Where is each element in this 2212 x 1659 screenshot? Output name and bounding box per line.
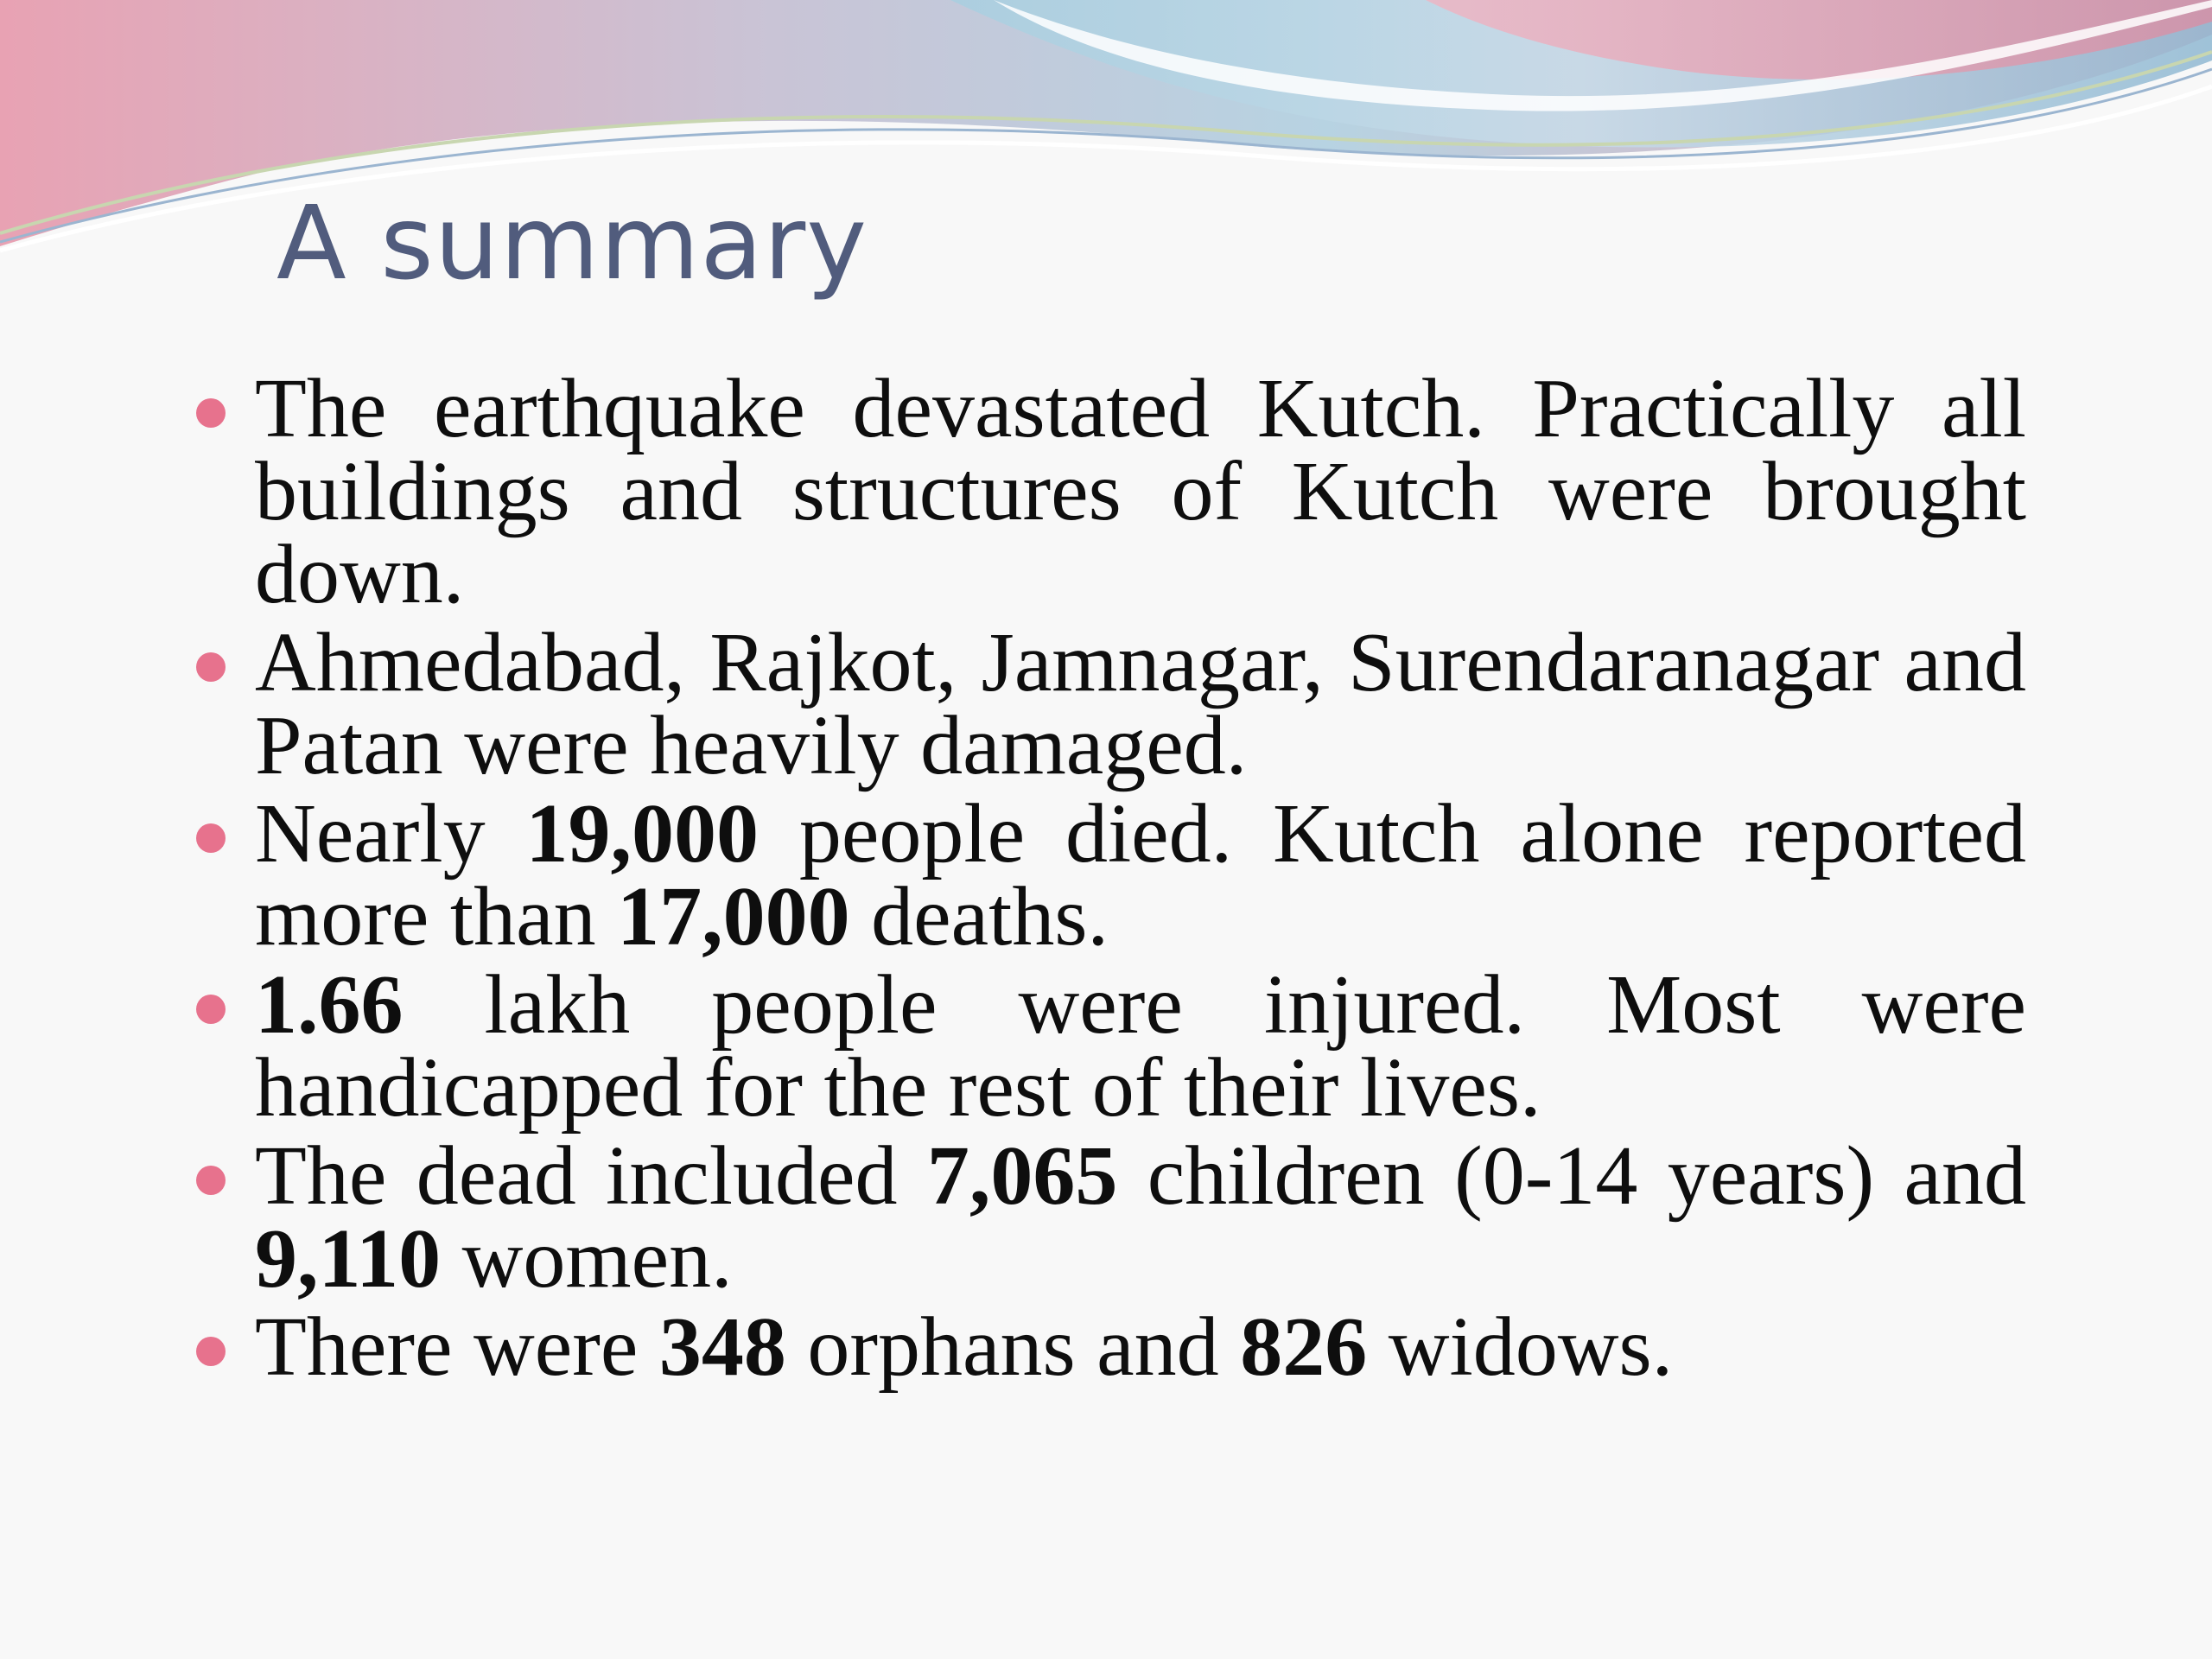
bullet-dot-icon [196, 823, 226, 853]
bullet-number: 17,000 [617, 870, 850, 963]
bullet-dot-icon [196, 995, 226, 1024]
bullet-text: lakh people were injured. Most were handicapped for the rest of their lives. [255, 958, 2026, 1135]
bullet-text: women. [441, 1212, 733, 1306]
bullet-item [255, 787, 2026, 963]
bullet-item [255, 958, 2026, 1135]
bullet-number: 348 [658, 1300, 786, 1394]
bullet-text: people died. Kutch alone reported more than [255, 787, 2026, 963]
bullet-list [255, 362, 2026, 1394]
bullet-text: There were [255, 1300, 659, 1394]
bullet-dot-icon [196, 398, 226, 428]
bullet-number: 9,110 [255, 1212, 442, 1306]
slide-title: A summary [276, 183, 868, 302]
slide-content [255, 362, 2026, 1394]
bullet-number: 7,065 [926, 1129, 1118, 1223]
bullet-number: 19,000 [525, 787, 759, 880]
bullet-dot-icon [196, 1337, 226, 1366]
bullet-text: deaths. [849, 870, 1109, 963]
bullet-dot-icon [196, 652, 226, 682]
bullet-number: 1.66 [255, 958, 404, 1052]
bullet-text: Nearly [255, 787, 526, 880]
bullet-item [255, 1300, 2026, 1394]
bullet-text: orphans and [785, 1300, 1241, 1394]
bullet-dot-icon [196, 1166, 226, 1195]
bullet-text: The earthquake devastated Kutch. Practically all buildings and structures of Kutch were brought down. [255, 362, 2026, 621]
bullet-text: widows. [1367, 1300, 1674, 1394]
bullet-item [255, 362, 2026, 621]
bullet-text: children (0-14 years) and [1117, 1129, 2026, 1223]
bullet-number: 826 [1240, 1300, 1368, 1394]
bullet-text: Ahmedabad, Rajkot, Jamnagar, Surendaranagar and Patan were heavily damaged. [255, 616, 2026, 792]
bullet-text: The dead included [255, 1129, 927, 1223]
bullet-item [255, 1129, 2026, 1306]
bullet-item [255, 616, 2026, 792]
